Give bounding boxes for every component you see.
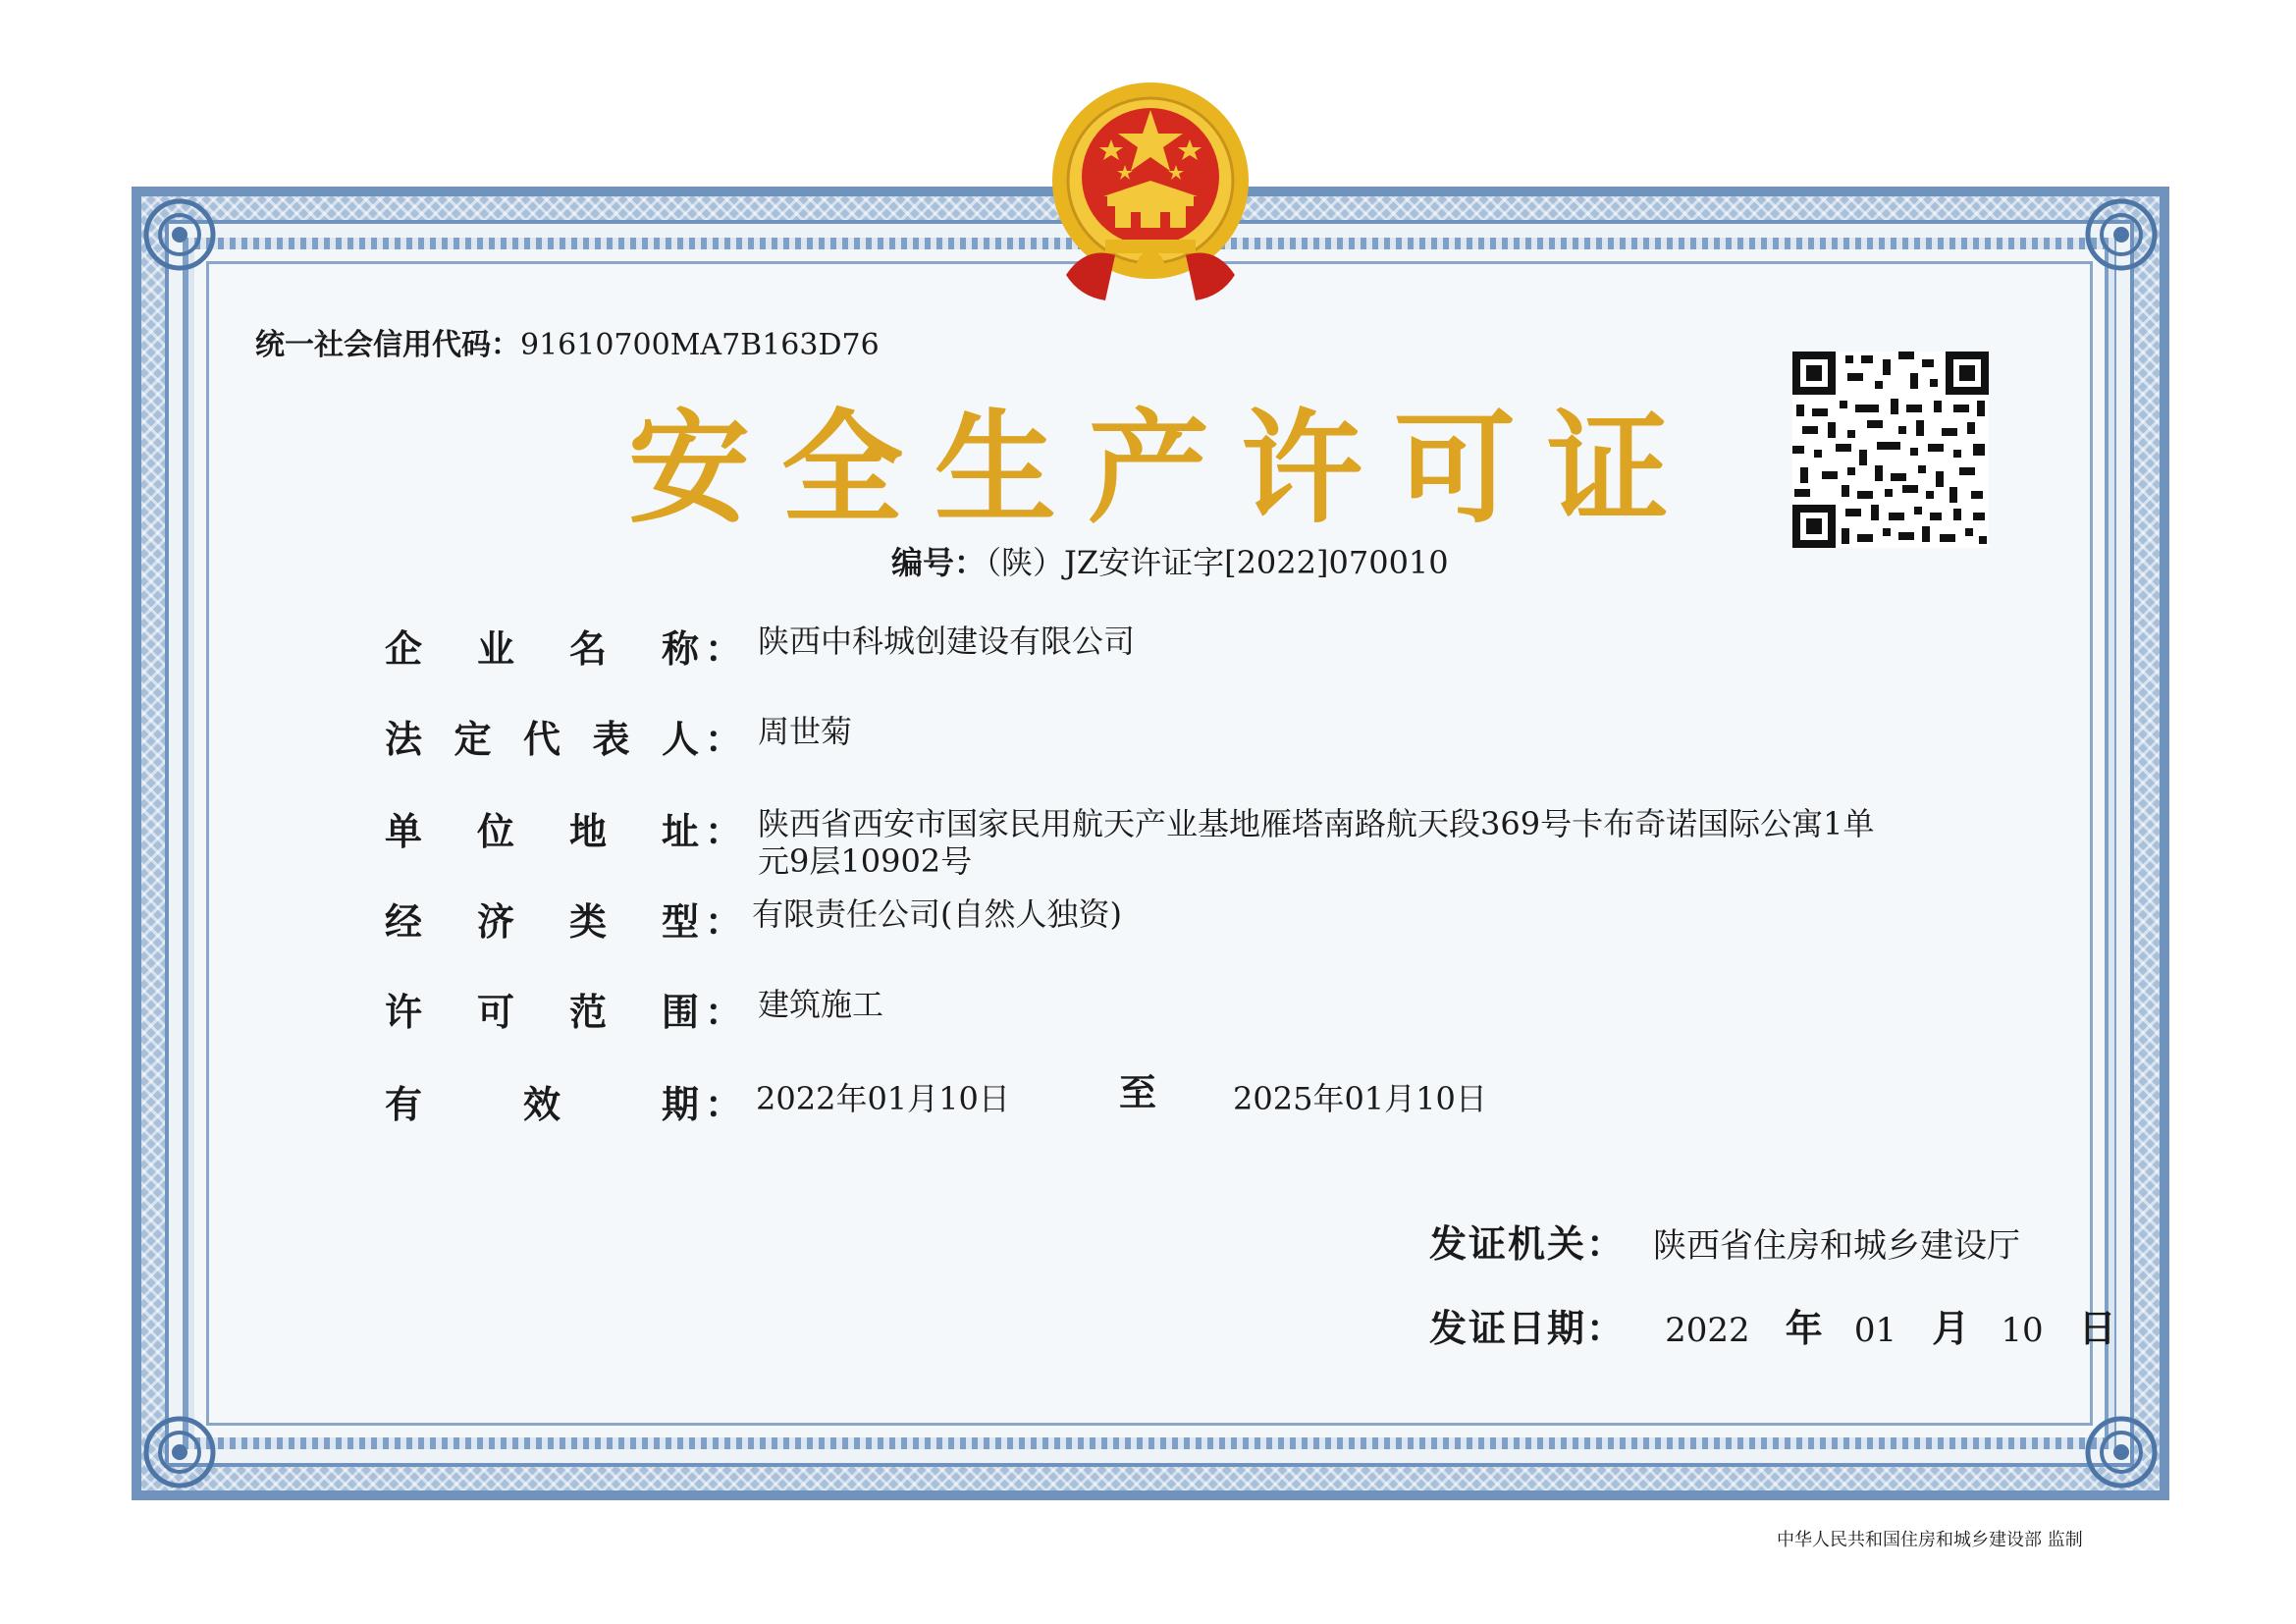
supervisor-note: 中华人民共和国住房和城乡建设部 监制 [1777,1530,2083,1550]
validity-to: 至 [1119,1071,1157,1114]
national-emblem-icon [1046,79,1255,306]
qr-code-icon[interactable] [1792,352,1989,548]
address-value-line2: 元9层10902号 [758,842,973,880]
address-label: 单 位 地 址 [385,810,699,853]
issue-date [1429,1298,2118,1352]
credit-code-label: 统一社会信用代码： [255,328,520,362]
certificate-number-label: 编号： [891,544,987,581]
issuing-authority [1429,1214,2020,1268]
validity-end: 2025年01月10日 [1233,1080,1487,1117]
issue-date-day: 10 [2001,1311,2044,1350]
address-value-line1: 陕西省西安市国家民用航天产业基地雁塔南路航天段369号卡布奇诺国际公寓1单 [758,805,1875,842]
permit-scope-value: 建筑施工 [758,986,884,1023]
validity-label: 有 效 期 [385,1083,699,1126]
corner-ornament-icon [2079,1410,2163,1494]
issue-date-year: 2022 [1665,1311,1750,1350]
corner-ornament-icon [137,1410,222,1494]
validity-start: 2022年01月10日 [756,1080,1010,1117]
issue-date-month: 01 [1853,1311,1897,1350]
legal-representative-value: 周世菊 [758,713,853,750]
issue-date-label: 发证日期： [1429,1307,1627,1350]
issue-date-year-unit: 年 [1785,1307,1825,1350]
permit-scope-label: 许 可 范 围 [385,991,699,1034]
legal-representative-label: 法 定 代 表 人 [385,718,699,761]
credit-code-value: 91610700MA7B163D76 [520,328,880,362]
issuing-authority-label: 发证机关： [1429,1222,1627,1266]
issuing-authority-value: 陕西省住房和城乡建设厅 [1653,1226,2021,1266]
economic-type-value: 有限责任公司(自然人独资) [752,895,1122,933]
corner-ornament-icon [137,192,222,277]
company-name-label: 企 业 名 称 [385,627,699,671]
certificate-number [891,538,1449,583]
issue-date-day-unit: 日 [2078,1307,2118,1350]
certificate-title: 安全生产许可证 [628,399,1701,540]
company-name-value: 陕西中科城创建设有限公司 [758,623,1136,660]
credit-code [255,320,880,363]
issue-date-month-unit: 月 [1932,1307,1972,1350]
economic-type-label: 经 济 类 型 [385,900,699,944]
certificate-number-value: （陕）JZ安许证字[2022]070010 [986,544,1449,581]
corner-ornament-icon [2079,192,2163,277]
